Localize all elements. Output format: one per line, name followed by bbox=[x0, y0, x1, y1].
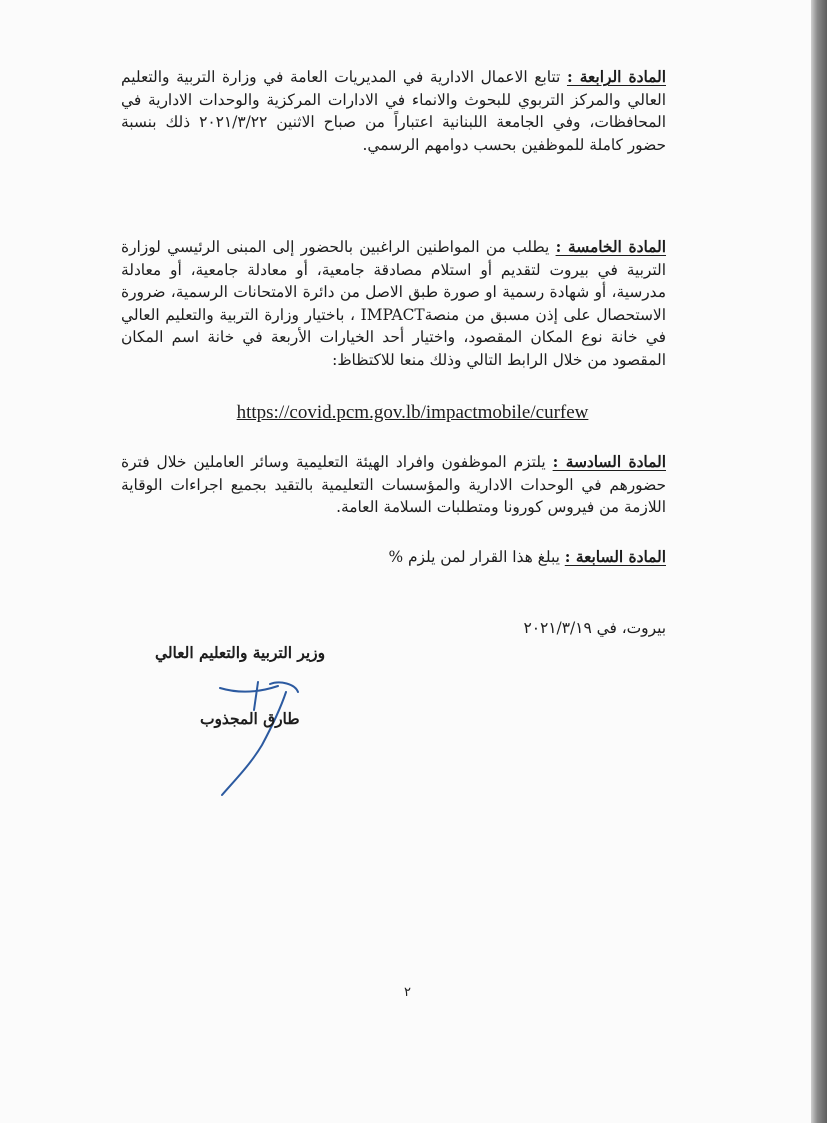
article-four-text: تتابع الاعمال الادارية في المديريات العامة في وزارة التربية والتعليم العالي والمركز التربوي للبحوث والانماء في الادارات المركزية والوحدات الادارية في المحافظات، وفي الجامعة اللبنانية اعتباراً من صباح الاثنين ٢٠٢١/٣/٢٢ ذلك بنسبة حضور كاملة للموظفين بحسب دوامهم الرسمي. bbox=[121, 68, 666, 154]
article-four bbox=[121, 66, 666, 156]
article-five-text: يطلب من المواطنين الراغبين بالحضور إلى المبنى الرئيسي لوزارة التربية في بيروت لتقديم أو استلام مصادقة جامعية، أو معادلة جامعية، أو معادلة مدرسية، أو شهادة رسمية او صورة طبق الاصل من دائرة الامتحانات الرسمية، ضرورة الاستحصال على إذن مسبق من منصةIMPACT ، باختيار وزارة التربية والتعليم العالي في خانة نوع المكان المقصود، واختيار أحد الخيارات الأربعة في خانة اسم المكان المقصود من خلال الرابط التالي وذلك منعا للاكتظاظ: bbox=[121, 238, 666, 369]
article-five bbox=[121, 236, 666, 371]
article-six bbox=[121, 451, 666, 519]
article-seven-label: المادة السابعة : bbox=[564, 548, 666, 566]
article-seven bbox=[121, 546, 666, 569]
impact-curfew-link[interactable]: https://covid.pcm.gov.lb/impactmobile/curfew bbox=[236, 402, 589, 423]
article-four-label: المادة الرابعة : bbox=[566, 68, 666, 86]
page-number: ٢ bbox=[404, 985, 411, 1000]
signature-scribble bbox=[200, 670, 320, 800]
minister-title: وزير التربية والتعليم العالي bbox=[155, 644, 326, 662]
article-seven-text: يبلغ هذا القرار لمن يلزم % bbox=[388, 548, 565, 566]
page-edge-shadow bbox=[811, 0, 827, 1123]
date-line: بيروت، في ٢٠٢١/٣/١٩ bbox=[523, 619, 666, 637]
article-five-label: المادة الخامسة : bbox=[555, 238, 667, 256]
article-six-label: المادة السادسة : bbox=[552, 453, 666, 471]
minister-name: طارق المجذوب bbox=[200, 710, 300, 728]
article-six-text: يلتزم الموظفون وافراد الهيئة التعليمية وسائر العاملين خلال فترة حضورهم في الوحدات الادارية والمؤسسات التعليمية بالتقيد بجميع اجراءات الوقاية اللازمة من فيروس كورونا ومتطلبات السلامة العامة. bbox=[121, 453, 666, 516]
